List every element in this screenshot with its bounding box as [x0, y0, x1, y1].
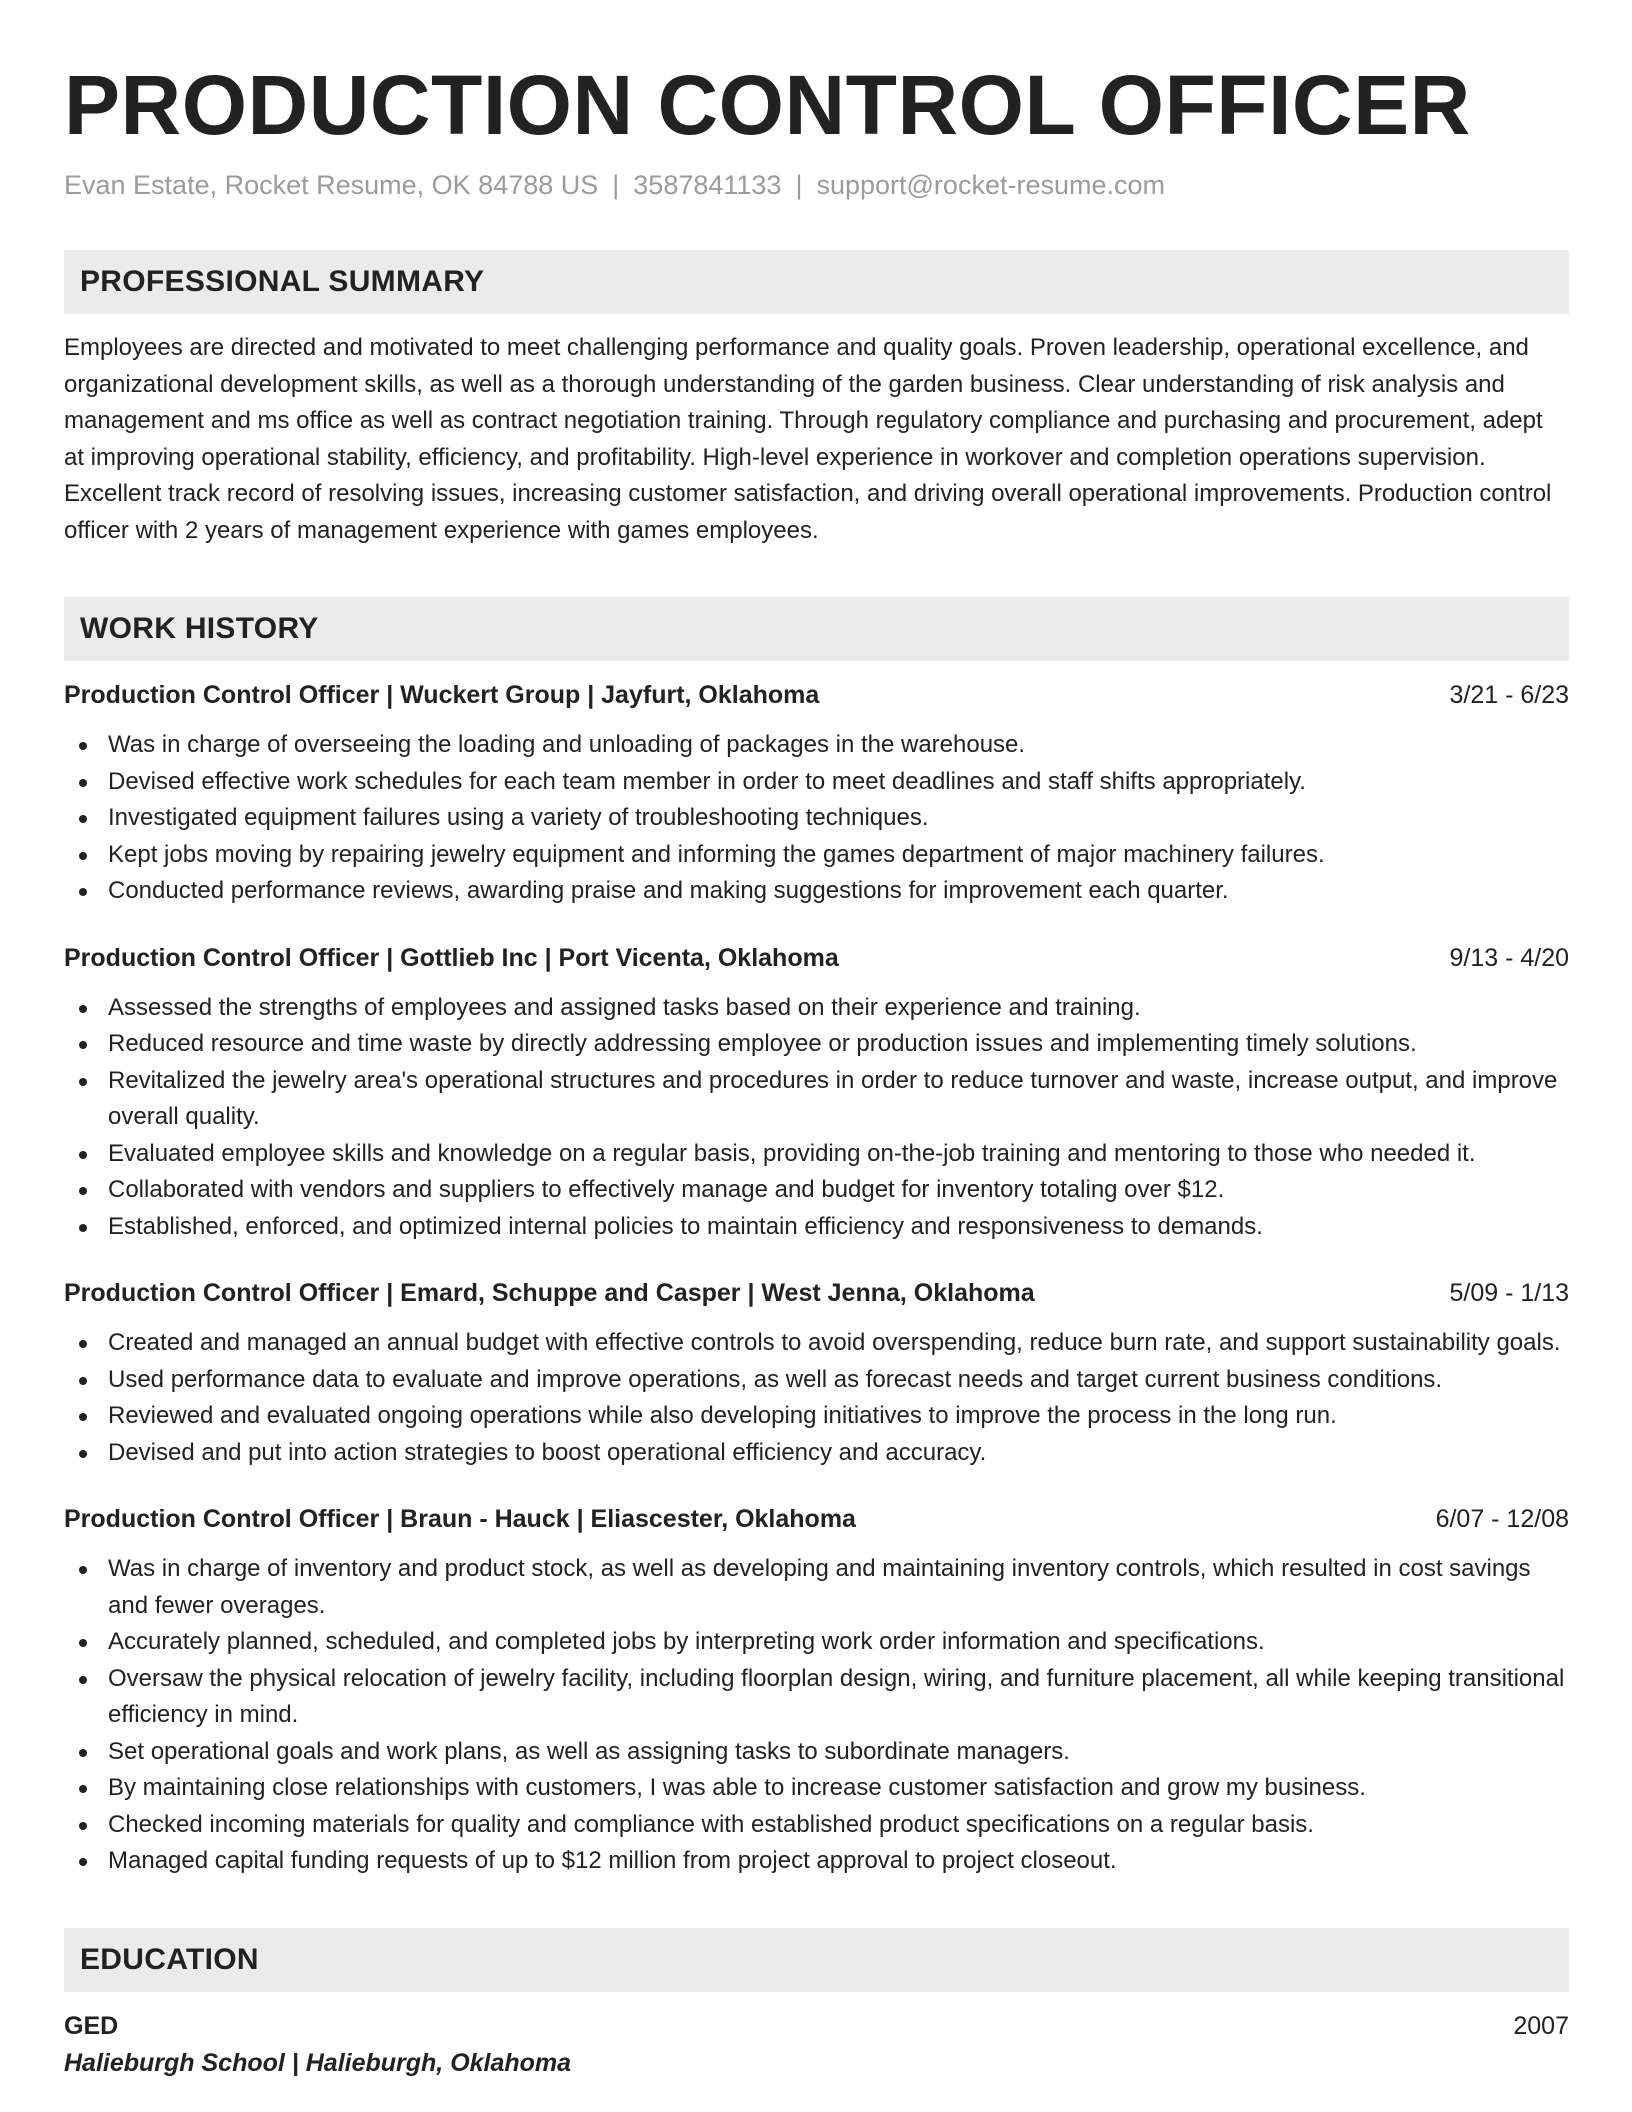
job-dates: 6/07 - 12/08 — [1435, 1505, 1569, 1533]
job-bullet: Investigated equipment failures using a variety of troubleshooting techniques. — [64, 800, 1569, 837]
job-bullet: Conducted performance reviews, awarding praise and making suggestions for improvement each quarter. — [64, 873, 1569, 910]
job-title: Production Control Officer | Emard, Schuppe and Casper | West Jenna, Oklahoma — [64, 1279, 1035, 1307]
job-entry — [64, 1501, 1569, 1880]
education-heading: EDUCATION — [80, 1942, 259, 1976]
job-entry — [64, 1275, 1569, 1471]
education-section-header — [64, 1928, 1569, 1992]
job-dates: 3/21 - 6/23 — [1449, 681, 1569, 709]
summary-text: Employees are directed and motivated to meet challenging performance and quality goals. Proven leadership, operational excellence, and organizational development skills, as well as a thorough understanding of the garden business. Clear understanding of risk analysis and management and ms office as well as contract negotiation training. Through regulatory compliance and purchasing and procurement, adept at improving operational stability, efficiency, and profitability. High-level experience in workover and completion operations supervision. Excellent track record of resolving issues, increasing customer satisfaction, and driving overall operational improvements. Production control officer with 2 years of management experience with games employees. — [64, 334, 1552, 544]
job-header — [64, 1501, 1569, 1537]
resume-page — [64, 60, 1569, 2082]
job-dates: 9/13 - 4/20 — [1449, 943, 1569, 972]
work-heading: WORK HISTORY — [80, 612, 319, 645]
education-degree: GED — [64, 2011, 119, 2040]
job-bullet: Checked incoming materials for quality and compliance with established product specifications on a regular basis. — [64, 1807, 1569, 1844]
job-bullet: Revitalized the jewelry area's operational structures and procedures in order to reduce turnover and waste, increase output, and improve overall quality. — [64, 1063, 1569, 1136]
job-bullet: Evaluated employee skills and knowledge on a regular basis, providing on-the-job training and mentoring to those who needed it. — [64, 1136, 1569, 1173]
job-entry — [64, 940, 1569, 1246]
contact-phone: 3587841133 — [633, 170, 782, 200]
summary-heading: PROFESSIONAL SUMMARY — [80, 265, 485, 298]
summary-section-header — [64, 250, 1569, 314]
job-bullets — [64, 990, 1569, 1246]
job-title: Production Control Officer | Braun - Hauck | Eliascester, Oklahoma — [64, 1505, 856, 1533]
job-entry — [64, 677, 1569, 910]
job-bullet: Kept jobs moving by repairing jewelry equipment and informing the games department of major machinery failures. — [64, 837, 1569, 874]
job-bullet: By maintaining close relationships with customers, I was able to increase customer satisfaction and grow my business. — [64, 1770, 1569, 1807]
job-header — [64, 940, 1569, 976]
education-school: Halieburgh School | Halieburgh, Oklahoma — [64, 2048, 572, 2077]
job-bullet: Oversaw the physical relocation of jewelry facility, including floorplan design, wiring, and furniture placement, all while keeping transitional efficiency in mind. — [64, 1661, 1569, 1734]
job-header — [64, 1275, 1569, 1311]
job-header — [64, 677, 1569, 713]
job-bullet: Was in charge of overseeing the loading and unloading of packages in the warehouse. — [64, 727, 1569, 764]
job-bullet: Reduced resource and time waste by directly addressing employee or production issues and implementing timely solutions. — [64, 1026, 1569, 1063]
job-bullet: Devised effective work schedules for each team member in order to meet deadlines and staff shifts appropriately. — [64, 764, 1569, 801]
job-bullet: Devised and put into action strategies to boost operational efficiency and accuracy. — [64, 1435, 1569, 1472]
job-bullet: Accurately planned, scheduled, and completed jobs by interpreting work order information and specifications. — [64, 1624, 1569, 1661]
job-bullet: Established, enforced, and optimized internal policies to maintain efficiency and responsiveness to demands. — [64, 1209, 1569, 1246]
education-header — [64, 2008, 1569, 2044]
education-entry — [64, 2008, 1569, 2082]
job-bullet: Managed capital funding requests of up to $12 million from project approval to project closeout. — [64, 1843, 1569, 1880]
job-bullets — [64, 727, 1569, 910]
contact-separator: | — [612, 170, 620, 200]
job-bullet: Was in charge of inventory and product stock, as well as developing and maintaining inventory controls, which resulted in cost savings and fewer overages. — [64, 1551, 1569, 1624]
job-bullet: Reviewed and evaluated ongoing operations while also developing initiatives to improve the process in the long run. — [64, 1398, 1569, 1435]
job-bullets — [64, 1551, 1569, 1880]
candidate-name: PRODUCTION CONTROL OFFICER — [64, 58, 1471, 152]
contact-line — [64, 168, 1569, 202]
contact-separator: | — [795, 170, 803, 200]
job-bullet: Used performance data to evaluate and improve operations, as well as forecast needs and target current business conditions. — [64, 1362, 1569, 1399]
education-year: 2007 — [1513, 2011, 1569, 2040]
job-title: Production Control Officer | Gottlieb Inc | Port Vicenta, Oklahoma — [64, 943, 839, 972]
work-section-header — [64, 597, 1569, 661]
job-bullet: Created and managed an annual budget with effective controls to avoid overspending, reduce burn rate, and support sustainability goals. — [64, 1325, 1569, 1362]
job-bullets — [64, 1325, 1569, 1471]
job-bullet: Assessed the strengths of employees and assigned tasks based on their experience and training. — [64, 990, 1569, 1027]
job-bullet: Collaborated with vendors and suppliers to effectively manage and budget for inventory totaling over $12. — [64, 1172, 1569, 1209]
job-bullet: Set operational goals and work plans, as well as assigning tasks to subordinate managers. — [64, 1734, 1569, 1771]
job-dates: 5/09 - 1/13 — [1449, 1279, 1569, 1307]
contact-address: Evan Estate, Rocket Resume, OK 84788 US — [64, 170, 599, 200]
job-title: Production Control Officer | Wuckert Group | Jayfurt, Oklahoma — [64, 681, 820, 709]
contact-email: support@rocket-resume.com — [816, 170, 1165, 200]
